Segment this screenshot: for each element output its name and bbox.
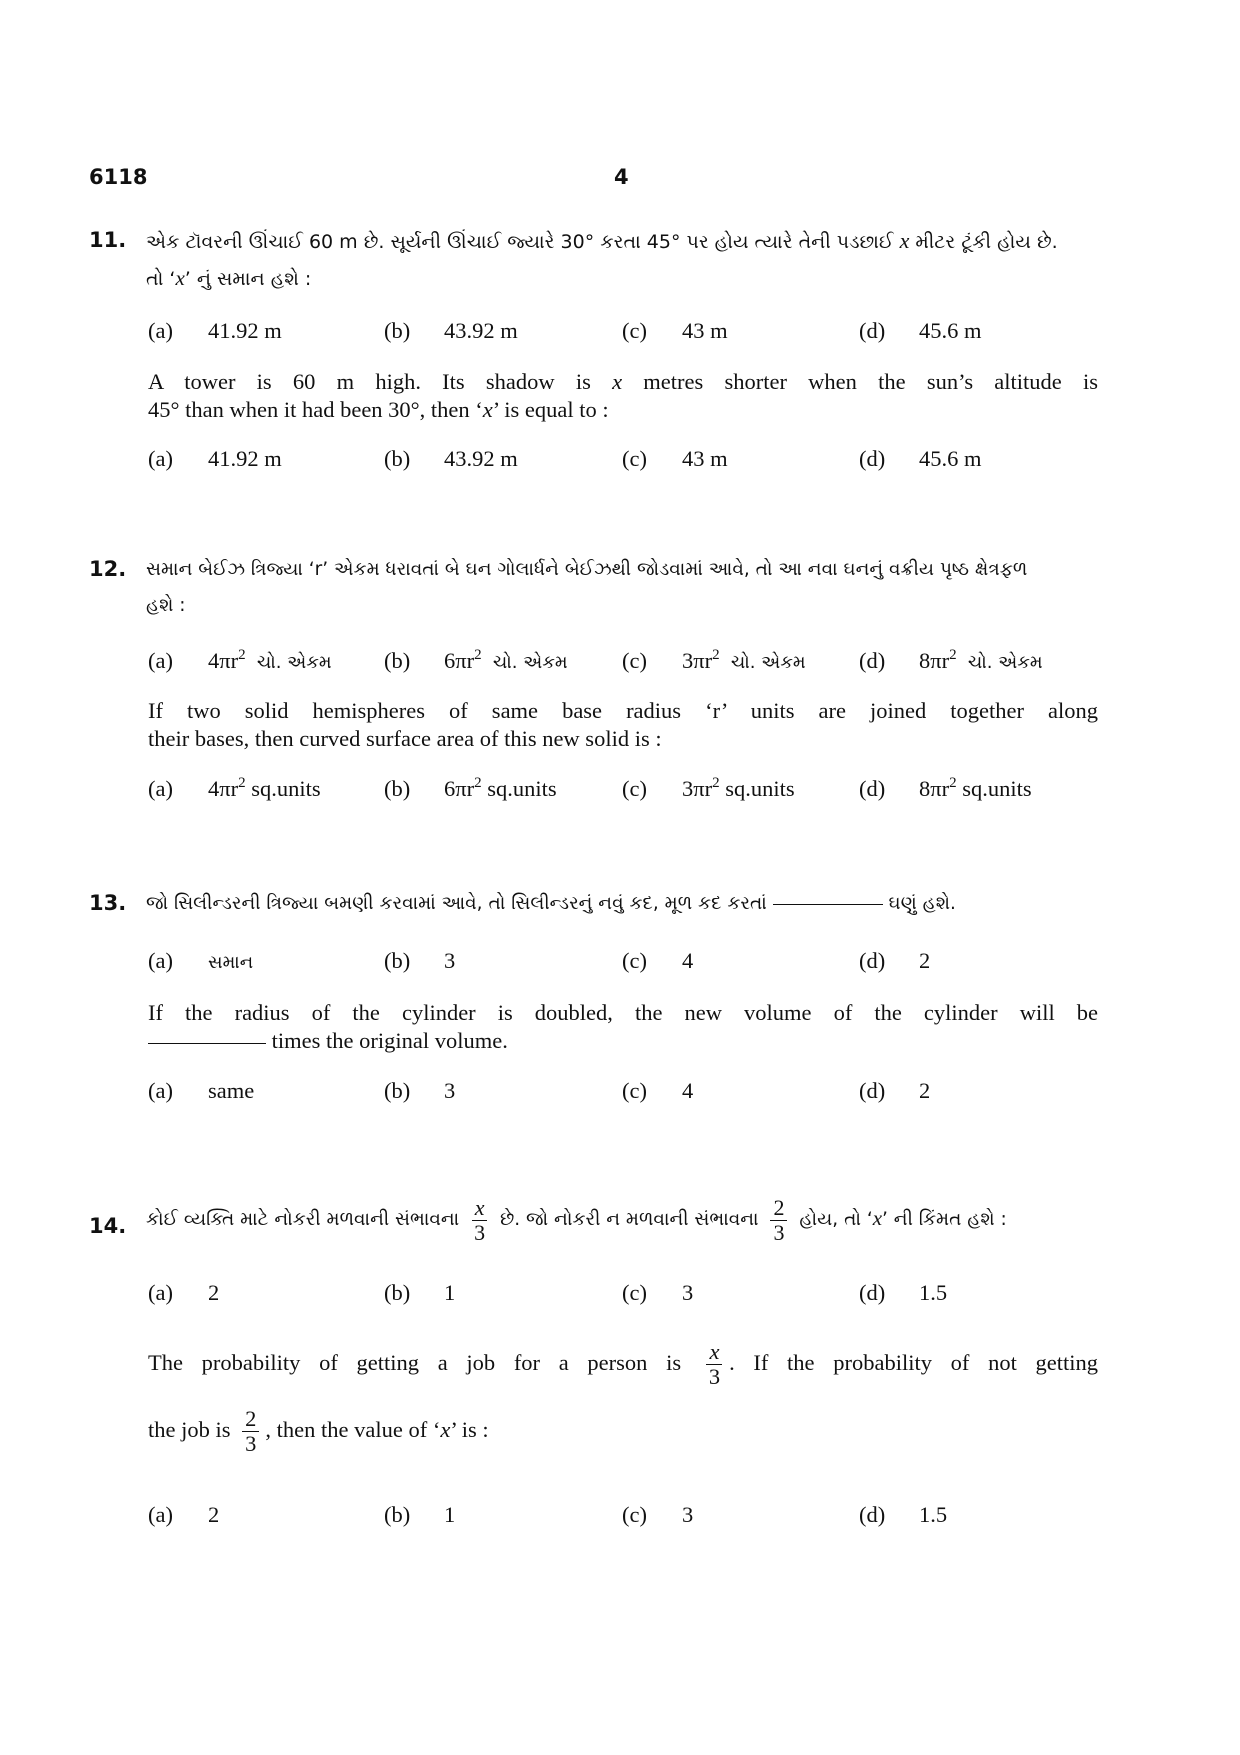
fraction: $\frac{x}{3}$ [706,1340,723,1389]
question-13-english-text: If the radius of the cylinder is doubled, the new volume of the cylinder will be [148,1000,1098,1025]
question-13-gujarati-text: જો સિલીન્ડરની ત્રિજ્યા બમણી કરવામાં આવે, તો સિલીન્ડરનું નવું કદ, મૂળ કદ કરતાં ઘણું હશે. [146,893,956,914]
paper-code: 6118 [89,165,148,189]
option-a: (a) same [148,1078,255,1103]
question-14-gujarati-text: કોઈ વ્યક્તિ માટે નોકરી મળવાની સંભાવના $\frac{x}{3}$ છે. જો નોકરી ન મળવાની સંભાવના $\frac{2}{3}$ હોય, તો ‘x’ ની કિંમત હશે : [146,1194,1007,1245]
option-a: (a) 41.92 m [148,446,282,471]
option-a: (a) 41.92 m [148,318,282,343]
option-b: (b) 1 [384,1502,456,1527]
question-14-english-options [148,1502,1098,1532]
option-d: (d) 45.6 m [859,446,982,471]
option-a: (a) 2 [148,1280,220,1305]
question-11-english-text-line2: 45° than when it had been 30°, then ‘x’ is equal to : [148,397,609,422]
question-11-english-text: A tower is 60 m high. Its shadow is x metres shorter when the sun’s altitude is [148,369,1098,394]
question-14-gujarati-options [148,1280,1098,1310]
question-12-gujarati-text: સમાન બેઈઝ ત્રિજ્યા ‘r’ એકમ ધરાવતાં બે ઘન ગોલાર્ધને બેઈઝથી જોડવામાં આવે, તો આ નવા ઘનનું વક્રીય પૃષ્ઠ ક્ષેત્રફળ હશે : [146,559,1028,616]
option-d: (d) 1.5 [859,1280,948,1305]
option-d: (d) 2 [859,1078,931,1103]
option-c: (c) $3\pi r^2$ sq.units [622,775,795,801]
fraction: $\frac{x}{3}$ [471,1196,488,1245]
question-14-english-text: The probability of getting a job for a person is $\frac{x}{3}$ . If the probability of not getting [148,1339,1099,1390]
option-c: (c) $3\pi r^2$ ચો. એકમ [622,647,806,673]
option-c: (c) 3 [622,1502,694,1527]
option-c: (c) 43 m [622,318,728,343]
option-c: (c) 43 m [622,446,728,471]
question-12-gujarati-options [148,648,1098,678]
question-11-english-options [148,446,1098,476]
question-13-gujarati-options [148,948,1098,978]
option-d: (d) $8\pi r^2$ sq.units [859,775,1032,801]
question-number-12: 12. [89,557,127,581]
question-12-english-text-line2: their bases, then curved surface area of this new solid is : [148,726,662,751]
option-b: (b) 1 [384,1280,456,1305]
option-b: (b) $6\pi r^2$ ચો. એકમ [384,647,568,673]
option-d: (d) 1.5 [859,1502,948,1527]
page-number: 4 [614,165,629,189]
option-b: (b) $6\pi r^2$ sq.units [384,775,557,801]
option-d: (d) 2 [859,948,931,973]
question-13-english-options [148,1078,1098,1108]
fill-blank [148,1043,266,1044]
option-b: (b) 43.92 m [384,446,518,471]
option-c: (c) 3 [622,1280,694,1305]
option-d: (d) $8\pi r^2$ ચો. એકમ [859,647,1043,673]
option-b: (b) 43.92 m [384,318,518,343]
question-11-gujarati-options [148,318,1098,348]
option-a: (a) $4\pi r^2$ ચો. એકમ [148,647,332,673]
question-number-11: 11. [89,228,127,252]
option-a: (a) 2 [148,1502,220,1527]
option-b: (b) 3 [384,1078,456,1103]
question-14-english-text-line2: the job is $\frac{2}{3}$ , then the value of ‘x’ is : [148,1406,489,1457]
question-12-english-text: If two solid hemispheres of same base radius ‘r’ units are joined together along [148,698,1098,723]
question-13-english-text-line2: times the original volume. [148,1027,1098,1055]
option-d: (d) 45.6 m [859,318,982,343]
option-c: (c) 4 [622,948,694,973]
question-11-gujarati-text: એક ટૉવરની ઊંચાઈ 60 m છે. સૂર્યની ઊંચાઈ જ્યારે 30° કરતા 45° પર હોય ત્યારે તેની પડછાઈ x મીટર ટૂંકી હોય છે. તો ‘x’ નું સમાન હશે : [146,228,1058,290]
fraction: $\frac{2}{3}$ [242,1407,259,1456]
fraction: $\frac{2}{3}$ [770,1196,787,1245]
question-number-14: 14. [89,1214,127,1238]
option-b: (b) 3 [384,948,456,973]
question-12-english-options [148,776,1098,806]
fill-blank [773,904,883,905]
option-a: (a) સમાન [148,948,254,973]
question-number-13: 13. [89,891,127,915]
option-c: (c) 4 [622,1078,694,1103]
option-a: (a) $4\pi r^2$ sq.units [148,775,321,801]
